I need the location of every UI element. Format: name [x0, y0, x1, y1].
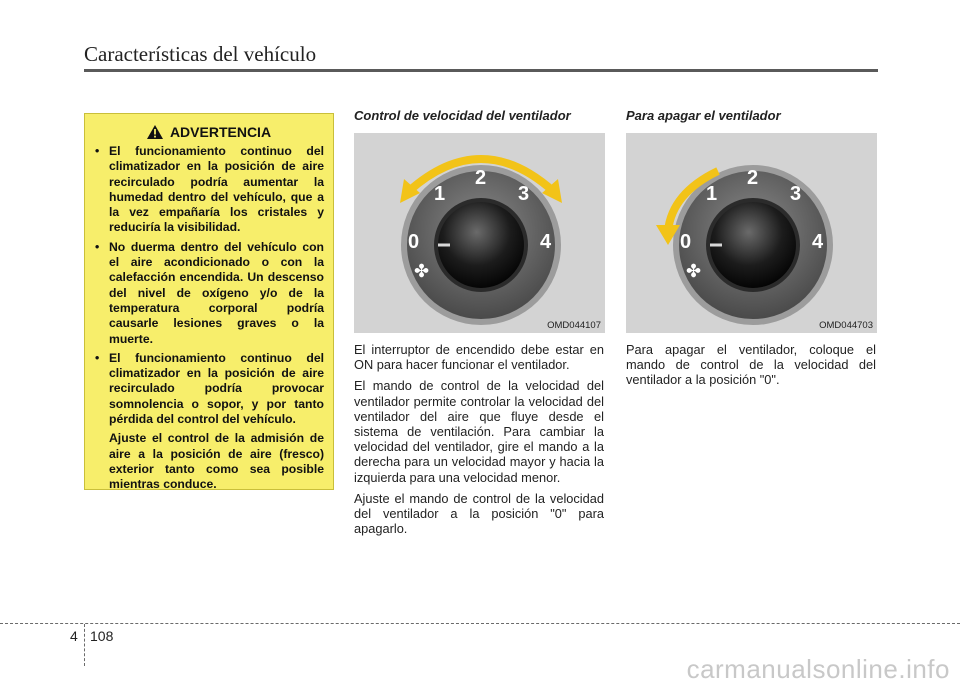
fan-off-section	[626, 108, 876, 394]
dial-label-1: 1	[434, 183, 446, 205]
body-paragraph: Ajuste el mando de control de la velocidad del ventilador a la posición "0" para apagarlo.	[354, 490, 604, 537]
warning-header	[93, 124, 324, 140]
watermark: carmanualsonline.info	[686, 654, 950, 684]
warning-title: ADVERTENCIA	[169, 124, 272, 140]
fan-speed-section	[354, 108, 604, 542]
dial-label-4: 4	[540, 231, 552, 253]
warning-item: • El funcionamiento continuo del climatizador en la posición de aire recirculado podría provocar somnolencia o sopor, y por tanto pérdida del control del vehículo.	[95, 350, 324, 427]
chapter-number: 4	[70, 628, 78, 644]
dial-label-1: 1	[706, 183, 718, 205]
page-header-title: Características del vehículo	[84, 42, 317, 66]
warning-item-text: No duerma dentro del vehículo con el aire acondicionado o con la calefacción encendida. Un descenso del nivel de oxígeno y/o de la temperatura corporal podría causarle lesiones graves o la muerte.	[109, 239, 324, 346]
dial-label-0: 0	[680, 231, 692, 253]
figure-caption: OMD044703	[819, 320, 873, 331]
figure-caption: OMD044107	[547, 320, 601, 331]
section-title: Control de velocidad del ventilador	[354, 108, 571, 123]
header-rule	[84, 69, 878, 72]
warning-box	[84, 113, 334, 490]
footer-rule	[0, 623, 960, 624]
body-paragraph: Para apagar el ventilador, coloque el mando de control de la velocidad del ventilador a la posición "0".	[626, 342, 876, 388]
fan-off-dial-illustration	[626, 133, 877, 333]
fan-icon: ✤	[414, 261, 430, 281]
warning-triangle-icon	[146, 124, 164, 140]
warning-item: • No duerma dentro del vehículo con el aire acondicionado o con la calefacción encendida. Un descenso del nivel de oxígeno y/o de la temperatura corporal podría causarle lesiones graves o la muerte.	[95, 239, 324, 346]
body-paragraph: El interruptor de encendido debe estar en ON para hacer funcionar el ventilador.	[354, 342, 604, 373]
page-number: 108	[90, 628, 114, 644]
dial-label-0: 0	[408, 231, 420, 253]
warning-item: • El funcionamiento continuo del climatizador en la posición de aire recirculado podría aumentar la humedad dentro del vehículo, que a la vez empañaría los cristales y reduciría la visibilidad.	[95, 144, 324, 235]
dial-label-3: 3	[518, 183, 530, 205]
body-paragraph: El mando de control de la velocidad del ventilador permite controlar la velocidad del ventilador del aire que fluye desde el sistema de ventilación. Para cambiar la velocidad del ventilador, gire el mando a la derecha para un velocidad mayor y hacia la izquierda para una velocidad menor.	[354, 378, 604, 485]
dial-label-2: 2	[747, 167, 759, 189]
section-title: Para apagar el ventilador	[626, 108, 781, 123]
warning-item-text: El funcionamiento continuo del climatizador en la posición de aire recirculado podría provocar somnolencia o sopor, y por tanto pérdida del control del vehículo.	[109, 350, 324, 427]
dial-label-4: 4	[812, 231, 824, 253]
warning-item-text: El funcionamiento continuo del climatizador en la posición de aire recirculado podría aumentar la humedad dentro del vehículo, que a la vez empañaría los cristales y reduciría la visibilidad.	[109, 144, 324, 235]
dial-label-3: 3	[790, 183, 802, 205]
footer-divider	[84, 624, 85, 666]
fan-icon: ✤	[686, 261, 702, 281]
fan-off-dial-figure	[626, 133, 877, 333]
fan-dial-illustration	[354, 133, 605, 333]
dial-label-2: 2	[475, 167, 487, 189]
warning-extra-paragraph: Ajuste el control de la admisión de aire a la posición de aire (fresco) exterior tanto como sea posible mientras conduce.	[109, 431, 324, 492]
fan-dial-figure	[354, 133, 605, 333]
